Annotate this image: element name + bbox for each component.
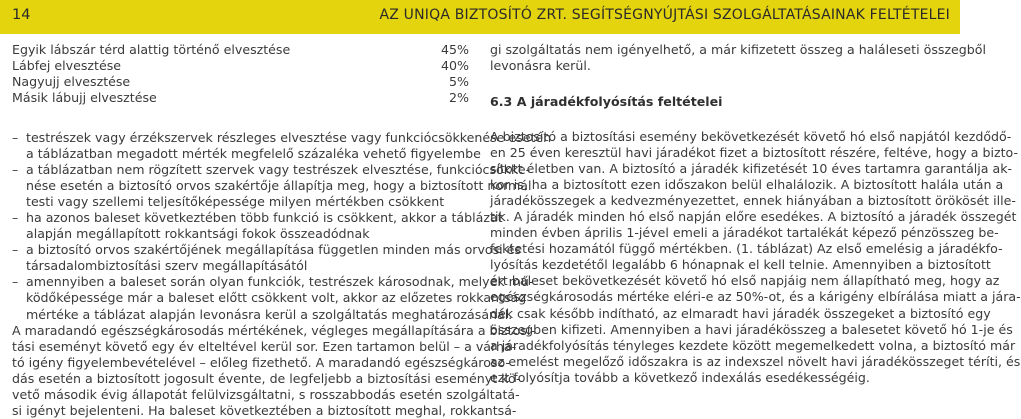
text-line: tik. A járadék minden hó első napján előre esedékes. A biztosító a járadék összegét	[490, 209, 1017, 225]
intro-text	[490, 42, 986, 74]
text-line: – a biztosító orvos szakértőjének megállapítása független minden más orvosi és	[12, 242, 470, 258]
header-bar	[0, 0, 960, 34]
section-heading: 6.3 A járadékfolyósítás feltételei	[490, 94, 723, 109]
text-line: ezt folyósítja tovább a következő indexálás esedékességéig.	[490, 369, 870, 385]
text-line: alapján megállapított rokkantsági fokok összeadódnak	[26, 226, 370, 242]
disability-table	[12, 42, 470, 106]
text-line: nése esetén a biztosító orvos szakértője állapítja meg, hogy a biztosított normál	[26, 178, 532, 194]
annuity-conditions-text	[490, 129, 1021, 386]
text-line: – a táblázatban nem rögzített szervek vagy testrészek elvesztése, funkciócsökke-	[12, 162, 470, 178]
text-line: társadalombiztosítási szerv megállapításától	[26, 258, 308, 274]
table-row-value: 2%	[449, 90, 469, 105]
text-line: járadékösszegek a kedvezményezettet, ennek hiányában a biztosított örökösét ille-	[490, 193, 1016, 209]
text-line: egészségkárosodás mértéke eléri-e az 50%-ot, és a kárigény elbírálása miatt a jára-	[490, 289, 1021, 305]
left-column	[12, 42, 552, 419]
text-line: összegben kifizeti. Amennyiben a havi járadékösszeg a balesetet követő hó 1-je és	[490, 321, 1013, 337]
text-line: mértéke a táblázat alapján levonásra kerül a szolgáltatás meghatározásánál.	[26, 306, 513, 322]
table-row-value: 40%	[441, 58, 469, 73]
text-line: sított életben van. A biztosító a járadék kifizetését 10 éves tartamra garantálja ak-	[490, 161, 1013, 177]
right-column	[490, 42, 1021, 386]
running-title: AZ UNIQA BIZTOSÍTÓ ZRT. SEGÍTSÉGNYÚJTÁSI SZOLGÁLTATÁSAINAK FELTÉTELEI	[379, 7, 950, 23]
table-row-value: 5%	[449, 74, 469, 89]
text-line: dék csak később indítható, az elmaradt havi járadék összegeket a biztosító egy	[490, 305, 991, 321]
text-line: kor is, ha a biztosított ezen időszakon belül elhalálozik. A biztosított halála után a	[490, 177, 1004, 193]
text-line: A biztosító a biztosítási esemény bekövetkezését követő hó első napjától kezdődő-	[490, 129, 1012, 144]
text-line: a táblázatban megadott mérték megfelelő százaléka vehető figyelembe	[26, 146, 481, 162]
text-line: – testrészek vagy érzékszervek részleges elvesztése vagy funkciócsökkenése esetén	[12, 130, 470, 146]
text-line: en 25 éven keresztül havi járadékot fizet a biztosított részére, feltéve, hogy a bizto-	[490, 145, 1018, 161]
table-row	[12, 42, 469, 58]
text-line: A maradandó egészségkárosodás mértékének, végleges megállapítására a biztosí-	[12, 322, 535, 338]
text-line: vető második évig állapotát felülvizsgáltatni, s rosszabbodás esetén szolgáltatá-	[12, 386, 520, 402]
text-line: minden évben április 1-jével emeli a járadékot tartalékát képező pénzösszeg be-	[490, 225, 999, 241]
text-line: gi szolgáltatás nem igényelhető, a már kifizetett összeg a haláleseti összegből	[490, 42, 986, 57]
text-line: – amennyiben a baleset során olyan funkciók, testrészek károsodnak, melyek mű-	[12, 274, 470, 290]
text-line: a járadékfolyósítás tényleges kezdete között megemelkedett volna, a biztosító már	[490, 337, 1016, 353]
text-line: dás esetén a biztosított jogosult évente, de legfeljebb a biztosítási eseményt kö-	[12, 370, 521, 386]
table-row-label: Másik lábujj elvesztése	[12, 90, 157, 105]
text-line: ködőképessége már a baleset előtt csökkent volt, akkor az előzetes rokkantság	[26, 290, 527, 306]
text-line: si igényt bejelenteni. Ha baleset következtében a biztosított meghal, rokkantsá-	[12, 402, 517, 418]
conditions-text	[12, 130, 552, 419]
table-row-label: Egyik lábszár térd alattig történő elvesztése	[12, 42, 291, 57]
page-number: 14	[12, 7, 31, 23]
text-line: tási eseményt követő egy év elteltével kerül sor. Ezen tartamon belül – a várha-	[12, 338, 517, 354]
table-row	[12, 74, 469, 90]
text-line: ért baleset bekövetkezését követő hó első napjáig nem állapítható meg, hogy az	[490, 273, 1000, 289]
text-line: – ha azonos baleset következtében több funkció is csökkent, akkor a táblázat	[12, 210, 470, 226]
text-line: fektetési hozamától függő mértékben. (1. táblázat) Az első emelésig a járadékfo-	[490, 241, 1003, 257]
table-row-value: 45%	[441, 42, 469, 57]
text-line: levonásra kerül.	[490, 58, 591, 73]
table-row-label: Nagyujj elvesztése	[12, 74, 131, 89]
text-line: lyósítás kezdetétől legalább 6 hónapnak el kell telnie. Amennyiben a biztosított	[490, 257, 991, 273]
table-row	[12, 90, 469, 106]
text-line: testi vagy szellemi teljesítőképessége milyen mértékben csökkent	[26, 194, 445, 210]
text-line: az emelést megelőző időszakra is az indexszel növelt havi járadékösszeget téríti, és	[490, 353, 1021, 369]
table-row	[12, 58, 469, 74]
text-line: tó igény figyelembevételével – előleg fizethető. A maradandó egészségkároso-	[12, 354, 510, 370]
table-row-label: Lábfej elvesztése	[12, 58, 122, 73]
